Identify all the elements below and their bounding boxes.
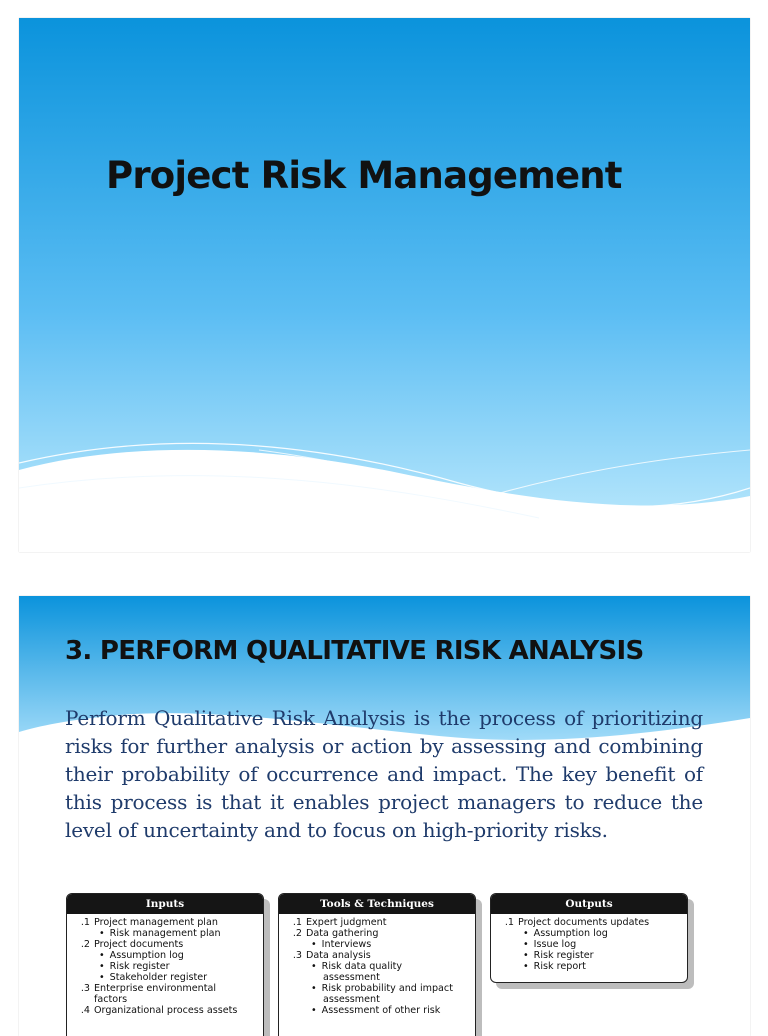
list-item [73, 1005, 259, 1016]
title-slide [19, 18, 750, 552]
item-text: Data gathering [306, 928, 379, 939]
list-item [73, 939, 259, 950]
slide-body-text: Perform Qualitative Risk Analysis is the process of prioritizing risks for further analysis or action by assessing and combining their probability of occurrence and impact. The key benefit of this process is that it enables project managers to reduce the level of uncertainty and to focus on high-priority risks. [65, 706, 703, 842]
tools-techniques-box [278, 893, 476, 1036]
item-number: .1 [292, 917, 302, 928]
item-number: .3 [292, 950, 302, 961]
tools-techniques-list [279, 914, 475, 1036]
list-item: • Risk register [73, 961, 259, 972]
list-item: • Issue log [497, 939, 683, 950]
item-text: Data analysis [306, 950, 371, 961]
item-text: Project documents [94, 939, 184, 950]
outputs-box [490, 893, 688, 983]
list-item: assessment [323, 994, 380, 1005]
list-item [285, 917, 471, 928]
list-item: • Assumption log [497, 928, 683, 939]
item-number: .4 [80, 1005, 90, 1016]
list-item: • Assumption log [73, 950, 259, 961]
list-item: • Risk probability and impact [285, 983, 471, 994]
list-item: factors [94, 994, 128, 1005]
tools-techniques-header: Tools & Techniques [279, 894, 475, 914]
item-number: .2 [292, 928, 302, 939]
list-item: • Risk register [497, 950, 683, 961]
slide-title: Project Risk Management [106, 154, 622, 197]
list-item: • Stakeholder register [73, 972, 259, 983]
slide-background [19, 18, 750, 552]
outputs-list [491, 914, 687, 982]
item-number: .1 [80, 917, 90, 928]
list-item [497, 917, 683, 928]
list-item [73, 917, 259, 928]
item-text: Expert judgment [306, 917, 387, 928]
list-item: • Assessment of other risk [285, 1005, 471, 1016]
list-item [73, 983, 259, 994]
list-item [285, 950, 471, 961]
list-item: • Risk report [497, 961, 683, 972]
list-item: assessment [323, 972, 380, 983]
slide-title: 3. PERFORM QUALITATIVE RISK ANALYSIS [65, 636, 644, 666]
list-item: • Risk data quality [285, 961, 471, 972]
item-number: .3 [80, 983, 90, 994]
list-item: • Risk management plan [73, 928, 259, 939]
item-number: .1 [504, 917, 514, 928]
item-text: Enterprise environmental [94, 983, 217, 994]
outputs-header: Outputs [491, 894, 687, 914]
item-text: Project management plan [94, 917, 218, 928]
list-item [285, 928, 471, 939]
list-item: • Interviews [285, 939, 471, 950]
item-text: Organizational process assets [94, 1005, 238, 1016]
inputs-header: Inputs [67, 894, 263, 914]
item-number: .2 [80, 939, 90, 950]
inputs-list [67, 914, 263, 1036]
content-slide [19, 596, 750, 1036]
item-text: Project documents updates [518, 917, 650, 928]
inputs-box [66, 893, 264, 1036]
